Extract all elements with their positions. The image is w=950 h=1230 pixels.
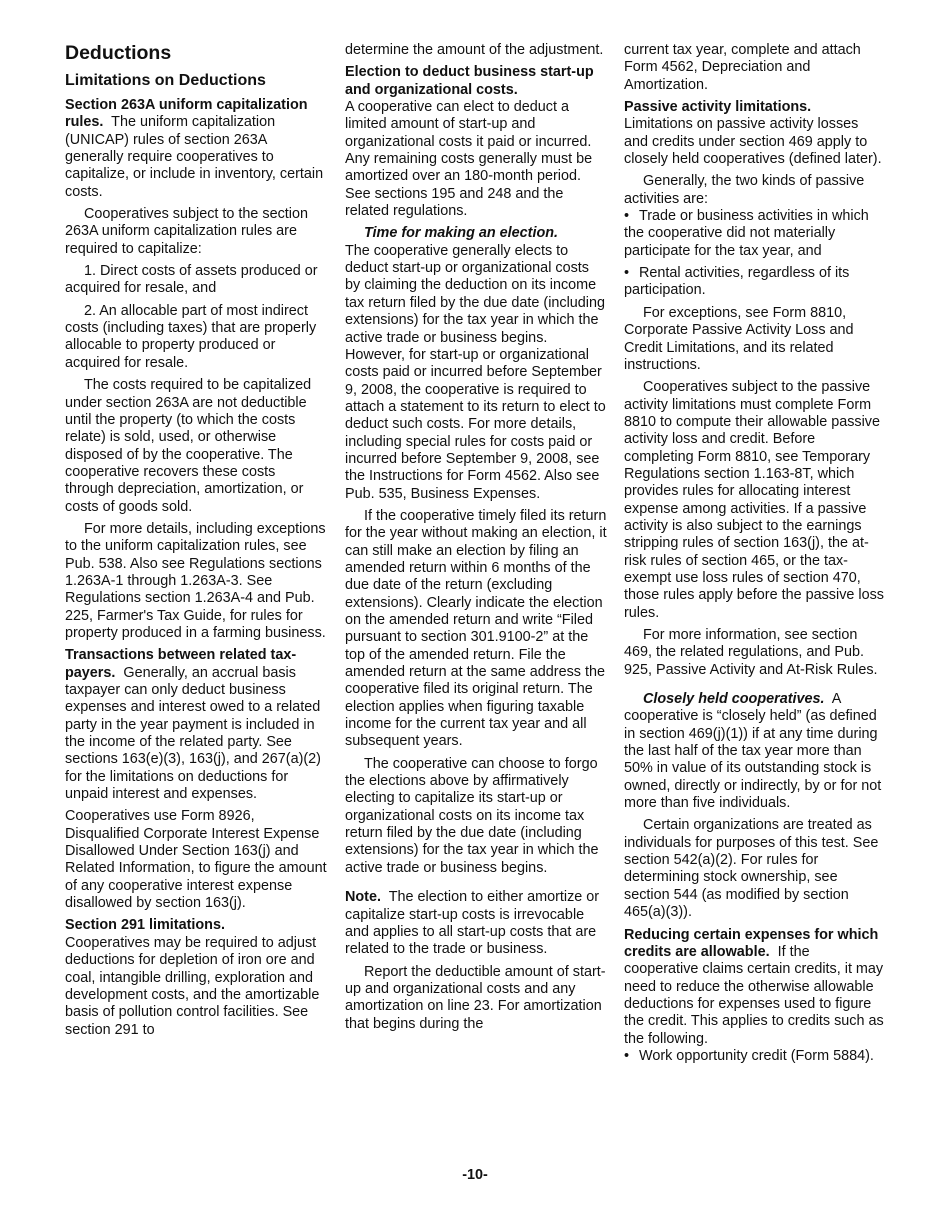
paragraph: Cooperatives subject to the passive activity limitations must complete Form 8810 to compute their allowable passive activity loss and credit. Before completing Form 8810, see Temporary Regulations section 1.163-8T, which provides rules for allocating interest expense among activities. If a passive activity is also subject to the earnings stripping rules of section 163(j), the at-risk rules of section 465, or the tax-exempt use loss rules of section 470, those rules apply before the passive loss rules.: [624, 379, 884, 621]
run-in-heading-time: Time for making an election.: [364, 225, 559, 242]
run-in-heading-related: Transactions between related taxpayers.: [65, 647, 297, 681]
paragraph-291: Section 291 limitations. Cooperatives may be required to adjust deductions for depletion of iron ore and coal, intangible drilling, exploration and development costs, and the amortizable basis of pollution control facilities. See section 291 to: [65, 917, 320, 1038]
paragraph-reducing: Reducing certain expenses for which credits are allowable. If the cooperative claims certain credits, it may need to reduce the otherwise allowable deductions for expenses used to figure the credit. This applies to credits such as the following.: [624, 926, 884, 1047]
paragraph: For more details, including exceptions to the uniform capitalization rules, see Pub. 538. Also see Regulations sections 1.263A-1 through 1.263A-3. See Regulations section 1.263A-4 and Pub. 225, Farmer's Tax Guide, for rules for property produced in a farming business.: [65, 520, 326, 641]
column-2: [345, 42, 607, 1038]
numbered-item-1: 1. Direct costs of assets produced or acquired for resale, and: [65, 263, 318, 297]
run-in-heading-passive: Passive activity limitations.: [624, 99, 812, 116]
numbered-item-2: 2. An allocable part of most indirect costs (including taxes) that are properly allocable to property produced or acquired for resale.: [65, 302, 317, 371]
note-label: Note.: [345, 889, 381, 906]
bullet-icon: •: [624, 208, 630, 225]
column-3: [624, 42, 886, 1070]
paragraph: For exceptions, see Form 8810, Corporate Passive Activity Loss and Credit Limitations, and its related instructions.: [624, 304, 854, 373]
paragraph: current tax year, complete and attach Form 4562, Depreciation and Amortization.: [624, 42, 861, 93]
run-in-heading-election: Election to deduct business start-up and organizational costs.: [345, 64, 594, 98]
run-in-heading-reducing: Reducing certain expenses for which credits are allowable.: [624, 926, 879, 960]
section-heading: Deductions: [65, 42, 172, 64]
bullet-icon: •: [624, 265, 630, 282]
paragraph: Report the deductible amount of start-up and organizational costs and any amortization on line 23. For amortization that begins during the: [345, 963, 606, 1032]
paragraph-related-taxpayers: Transactions between related taxpayers. Generally, an accrual basis taxpayer can only deduct business expenses and interest owed to a related party in the year payment is included in the income of the related party. See sections 163(e)(3), 163(j), and 267(a)(2) for the limitations on deductions for unpaid interest and expenses.: [65, 647, 321, 803]
subsection-heading: Limitations on Deductions: [65, 72, 266, 89]
paragraph-closely-held: Closely held cooperatives. A cooperative is “closely held” (as defined in section 469(j)(1)) if at any time during the last half of the tax year more than 50% in value of its outstanding stock is owned, directly or indirectly, by or for not more than five individuals.: [624, 691, 882, 812]
run-in-heading-263a: Section 263A uniform capitalization rules.: [65, 97, 308, 131]
page-number: -10-: [462, 1167, 488, 1183]
paragraph: Cooperatives subject to the section 263A uniform capitalization rules are required to capitalize:: [65, 206, 308, 257]
paragraph: determine the amount of the adjustment.: [345, 42, 604, 58]
paragraph: For more information, see section 469, the related regulations, and Pub. 925, Passive Activity and At-Risk Rules.: [624, 627, 878, 678]
paragraph-263a: Section 263A uniform capitalization rules. The uniform capitalization (UNICAP) rules of section 263A generally require cooperatives to capitalize, or include in inventory, certain costs.: [65, 97, 324, 200]
paragraph: Generally, the two kinds of passive activities are:: [624, 173, 865, 207]
paragraph: The cooperative can choose to forgo the elections above by affirmatively electing to capitalize its start-up or organizational costs on its income tax return filed by the due date (including extensions) for the tax year in which the active trade or business begins.: [345, 755, 599, 876]
bullet-item: • Trade or business activities in which the cooperative did not materially participate for the tax year, and: [624, 208, 869, 259]
paragraph-time-election: Time for making an election. The cooperative generally elects to deduct start-up or organizational costs by claiming the deduction on its income tax return filed by the due date (including extensions) for the tax year in which the active trade or business begins. However, for start-up or organizational costs paid or incurred before September 9, 2008, the cooperative is required to attach a statement to its return to elect to deduct such costs. For more details, including special rules for costs paid or incurred before September 9, 2008, see the Instructions for Form 4562. Also see Pub. 535, Business Expenses.: [345, 225, 606, 502]
bullet-item: • Rental activities, regardless of its participation.: [624, 265, 850, 299]
paragraph: Certain organizations are treated as individuals for purposes of this test. See section 542(a)(2). For rules for determining stock ownership, see section 544 (as modified by section 465(a)(3)).: [624, 817, 879, 921]
paragraph: Cooperatives use Form 8926, Disqualified Corporate Interest Expense Disallowed Under Section 163(j) and Related Information, to figure the amount of any cooperative interest expense disallowed by section 163(j).: [65, 808, 327, 912]
bullet-item: • Work opportunity credit (Form 5884).: [624, 1047, 874, 1064]
paragraph: The costs required to be capitalized under section 263A are not deductible until the property (to which the costs relate) is sold, used, or otherwise disposed of by the cooperative. The cooperative recovers these costs through depreciation, amortization, or costs of goods sold.: [65, 377, 312, 515]
column-1: [65, 42, 327, 1044]
paragraph-note: Note. The election to either amortize or capitalize start-up costs is irrevocable and applies to all start-up costs that are related to the trade or business.: [345, 889, 600, 958]
bullet-icon: •: [624, 1047, 630, 1064]
run-in-heading-closely: Closely held cooperatives.: [643, 691, 825, 708]
paragraph-passive: Passive activity limitations. Limitations on passive activity losses and credits under section 469 apply to closely held cooperatives (defined later).: [624, 99, 882, 168]
run-in-heading-291: Section 291 limitations.: [65, 917, 225, 934]
paragraph-election: Election to deduct business start-up and organizational costs. A cooperative can elect to deduct a limited amount of start-up and organizational costs it paid or incurred. Any remaining costs generally must be amortized over an 180-month period. See sections 195 and 248 and the related regulations.: [345, 64, 594, 220]
paragraph: If the cooperative timely filed its return for the year without making an election, it can still make an election by filing an amended return within 6 months of the due date of the return (excluding extensions). Clearly indicate the election on the amended return and write “Filed pursuant to section 301.9100-2” at the top of the amended return. File the amended return at the same address the cooperative filed its original return. The election applies when figuring taxable income for the current tax year and all subsequent years.: [345, 507, 607, 750]
